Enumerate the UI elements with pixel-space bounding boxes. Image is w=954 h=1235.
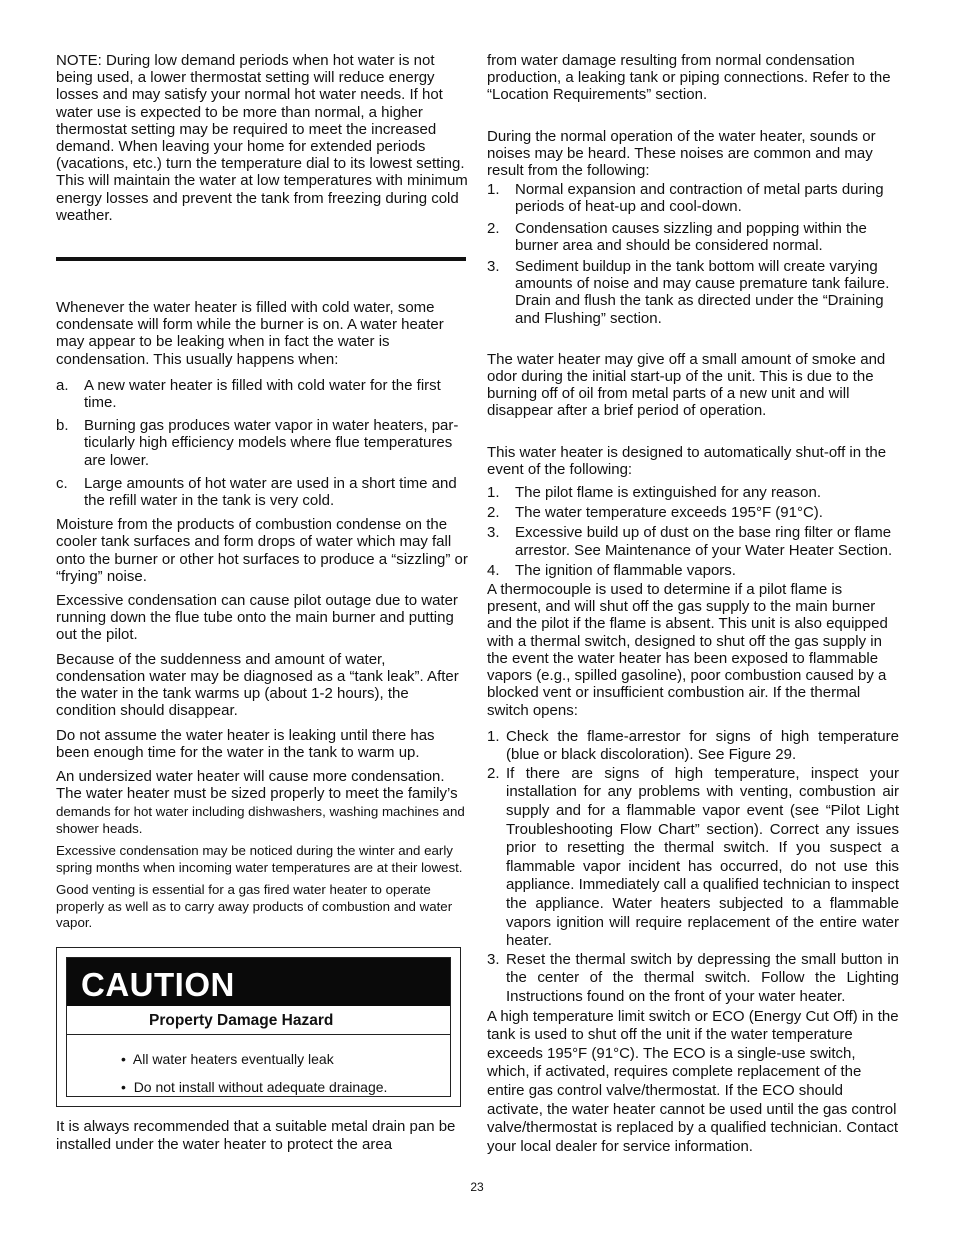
list-text: The water temperature exceeds 195°F (91°C). (515, 504, 823, 522)
note-paragraph: NOTE: During low demand periods when hot water is not being used, a lower thermostat setting will reduce energy losses and may satisfy your normal hot water needs. If hot water use is expected to be more than normal, a higher thermostat setting may be required to meet the increased demand. When leaving your home for extended periods (vacations, etc.) turn the temperature dial to its lowest setting. This will maintain the water at low temperatures with minimum energy losses and prevent the tank from freezing during cold weather. (56, 52, 468, 224)
list-marker: 3. (487, 524, 500, 542)
list-marker: 3. (487, 258, 500, 276)
bullet-icon: • (121, 1051, 126, 1068)
list-marker: 1. (487, 181, 500, 199)
moisture-paragraph: Moisture from the products of combustion condense on the cooler tank surfaces and form drops of water which may fall onto the burner or other hot surfaces to produce a “sizzling” or “frying” noise. (56, 516, 468, 585)
list-text: Burning gas produces water vapor in water heaters, par-ticularly high efficiency models where flue temperatures are lower. (84, 417, 459, 469)
condensation-intro: Whenever the water heater is filled with cold water, some condensate will form while the burner is on. A water heater may appear to be leaking when in fact the water is condensation. This usually happens when: (56, 299, 444, 368)
left-column (56, 52, 468, 1153)
list-marker: 2. (487, 764, 500, 782)
eco-paragraph: A high temperature limit switch or ECO (Energy Cut Off) in the tank is used to shut off the unit if the water temperature exceeds 195°F (91°C). The ECO is a single-use switch, which, if activated, requires complete replacement of the entire gas control valve/thermostat. If the ECO should activate, the water heater cannot be used until the gas control valve/thermostat is replaced by a qualified technician. Contact your local dealer for service information. (487, 1007, 899, 1155)
list-item (487, 181, 899, 215)
caution-item: • All water heaters eventually leak (121, 1051, 334, 1068)
list-marker: 2. (487, 219, 500, 237)
smoke-paragraph: The water heater may give off a small amount of smoke and odor during the initial start-up of the unit. This is due to the burning off of oil from metal parts of a new unit and will disappear after a brief period of operation. (487, 350, 886, 420)
list-marker: 3. (487, 950, 500, 968)
list-text: The pilot flame is extinguished for any reason. (515, 484, 821, 502)
list-item (487, 765, 899, 951)
list-text: Condensation causes sizzling and popping within the burner area and should be considered normal. (515, 219, 867, 254)
pilot-outage-paragraph: Excessive condensation can cause pilot outage due to water running down the flue tube onto the main burner and putting out the pilot. (56, 592, 458, 644)
list-item (487, 562, 899, 579)
venting-paragraph: Good venting is essential for a gas fired water heater to operate properly as well as to carry away products of combustion and water vapor. (56, 882, 453, 930)
caution-subheading: Property Damage Hazard (67, 1006, 450, 1035)
list-marker: a. (56, 376, 69, 394)
list-text: Reset the thermal switch by depressing the small button in the center of the thermal switch. Follow the Lighting Instructions found on the front of your water heater. (506, 950, 899, 1006)
list-marker: 4. (487, 561, 500, 579)
list-text: Normal expansion and contraction of metal parts during periods of heat-up and cool-down. (515, 181, 884, 216)
list-text: Check the flame-arrestor for signs of high temperature (blue or black discoloration). See Figure 29. (506, 727, 899, 764)
tank-leak-paragraph: Because of the suddenness and amount of water, condensation water may be diagnosed as a “tank leak”. After the water in the tank warms up (about 1-2 hours), the condition should disappear. (56, 650, 459, 720)
list-text: Large amounts of hot water are used in a short time and the refill water in the tank is very cold. (84, 474, 457, 510)
noises-intro: During the normal operation of the water heater, sounds or noises may be heard. These noises are common and may result from the following: (487, 127, 876, 180)
drain-pan-paragraph: It is always recommended that a suitable metal drain pan be installed under the water heater to protect the area (56, 1118, 456, 1153)
caution-item: • Do not install without adequate drainage. (121, 1079, 388, 1096)
caution-inner-frame (66, 957, 451, 1097)
list-item (487, 504, 899, 521)
shutoff-list (487, 484, 899, 579)
bullet-icon: • (121, 1079, 126, 1096)
list-item (487, 728, 899, 765)
list-item (487, 258, 899, 327)
list-item (56, 377, 468, 411)
list-item (56, 475, 468, 509)
thermal-switch-steps (487, 728, 899, 1007)
section-divider (56, 257, 466, 261)
thermocouple-paragraph: A thermocouple is used to determine if a pilot flame is present, and will shut off the gas supply to the main burner and the pilot if the flame is absent. This unit is also equipped with a thermal switch, designed to shut off the gas supply in the event the water heater has been exposed to flammable vapors (e.g., spilled gasoline), poor combustion caused by a blocked vent or insufficient combustion air. If the thermal switch opens: (487, 581, 888, 719)
list-text: A new water heater is filled with cold water for the first time. (84, 376, 441, 412)
list-text: Sediment buildup in the tank bottom will create varying amounts of noise and may cause premature tank failure. Drain and flush the tank as directed under the “Draining and Flushing” section. (515, 258, 890, 327)
list-marker: c. (56, 474, 68, 492)
list-text: If there are signs of high temperature, inspect your installation for any problems with venting, combustion air supply and for a flammable vapor event (see “Pilot Light Troubleshooting Flow Chart” section). Correct any issues prior to resetting the thermal switch. If you suspect a flammable vapor incident has occurred, do not use this appliance. Immediately call a qualified technician to inspect the appliance. Water heaters subjected to a flammable vapors ignition will require replacement of the entire water heater. (506, 764, 899, 950)
undersized-text-a: An undersized water heater will cause more condensation. The water heater must be sized properly to meet the family’s (56, 767, 458, 803)
undersized-text-b: demands for hot water including dishwashers, washing machines and shower heads. (56, 803, 465, 836)
do-not-assume-paragraph: Do not assume the water heater is leaking until there has been enough time for the water in the tank to warm up. (56, 726, 435, 761)
list-item (487, 524, 899, 558)
list-item (487, 951, 899, 1007)
right-column (487, 52, 899, 1156)
caution-items (67, 1035, 450, 1101)
condensation-conditions-list (56, 377, 468, 509)
caution-heading: CAUTION (67, 958, 450, 1006)
list-item (56, 417, 468, 469)
caution-box (56, 947, 461, 1107)
list-item (487, 220, 899, 254)
list-marker: 2. (487, 504, 500, 522)
page-number: 23 (470, 1180, 484, 1194)
list-text: The ignition of flammable vapors. (515, 561, 736, 579)
undersized-paragraph (56, 768, 468, 837)
list-marker: 1. (487, 484, 500, 502)
winter-paragraph: Excessive condensation may be noticed during the winter and early spring months when incoming water temperatures are at their lowest. (56, 843, 463, 875)
list-item (487, 484, 899, 501)
continuation-paragraph: from water damage resulting from normal condensation production, a leaking tank or piping connections. Refer to the “Location Requirements” section. (487, 52, 891, 104)
list-marker: b. (56, 417, 69, 435)
noises-list (487, 181, 899, 327)
shutoff-intro: This water heater is designed to automatically shut-off in the event of the following: (487, 443, 887, 478)
list-marker: 1. (487, 727, 500, 745)
list-text: Excessive build up of dust on the base ring filter or flame arrestor. See Maintenance of your Water Heater Section. (515, 524, 893, 559)
